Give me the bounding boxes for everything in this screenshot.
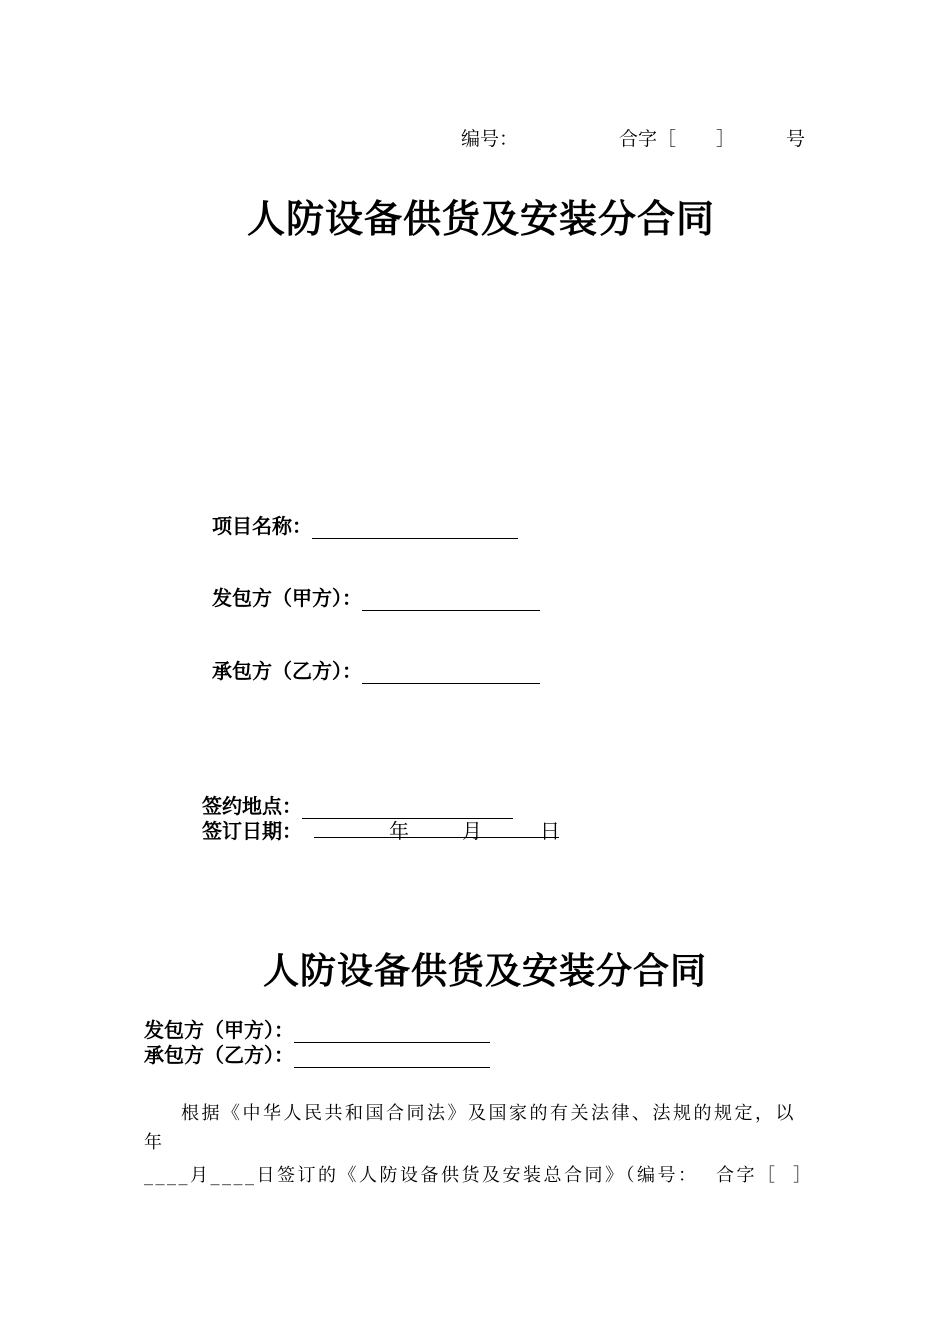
- body-party-b-blank[interactable]: [294, 1047, 490, 1068]
- contract-number-hezi: 合字［: [619, 128, 677, 150]
- cover-title: 人防设备供货及安装分合同: [247, 196, 716, 241]
- sign-date-underline[interactable]: [314, 837, 559, 838]
- cover-party-a-field: [212, 582, 540, 611]
- paragraph-month-blank: ____: [144, 1165, 190, 1186]
- sign-date-day: 日: [540, 819, 560, 843]
- paragraph-month: 月: [190, 1165, 211, 1186]
- cover-party-b-label: 承包方（乙方）：: [212, 659, 362, 683]
- sign-place-label: 签约地点：: [202, 794, 302, 818]
- project-name-label: 项目名称：: [212, 514, 312, 538]
- cover-party-a-blank[interactable]: [362, 590, 540, 611]
- sign-date-label: 签订日期：: [202, 819, 302, 843]
- contract-number-close-bracket: ］: [716, 128, 736, 150]
- contract-number-hao: 号: [786, 128, 806, 150]
- cover-party-b-field: [212, 655, 540, 684]
- paragraph-line-1: 根据《中华人民共和国合同法》及国家的有关法律、法规的规定，以: [181, 1103, 796, 1124]
- paragraph-line-3-text: 日签订的《人防设备供货及安装总合同》（编号：: [256, 1165, 699, 1186]
- sign-date-year: 年: [389, 819, 409, 843]
- sign-date-month: 月: [462, 819, 482, 843]
- project-name-blank[interactable]: [312, 518, 518, 539]
- body-party-b-field: [144, 1039, 490, 1068]
- paragraph-line-2: 年: [144, 1132, 165, 1153]
- paragraph-hezi: 合字［: [716, 1165, 778, 1186]
- cover-party-a-label: 发包方（甲方）：: [212, 586, 362, 610]
- body-title: 人防设备供货及安装分合同: [263, 950, 708, 992]
- cover-party-b-blank[interactable]: [362, 663, 540, 684]
- project-name-field: [212, 510, 518, 539]
- paragraph-line-3: [144, 1161, 699, 1187]
- body-party-b-label: 承包方（乙方）：: [144, 1043, 294, 1067]
- paragraph-day-blank: ____: [210, 1165, 257, 1186]
- contract-number-label: 编号：: [461, 128, 519, 150]
- paragraph-close-bracket: ］: [793, 1165, 814, 1186]
- body-party-a-label: 发包方（甲方）：: [144, 1018, 294, 1042]
